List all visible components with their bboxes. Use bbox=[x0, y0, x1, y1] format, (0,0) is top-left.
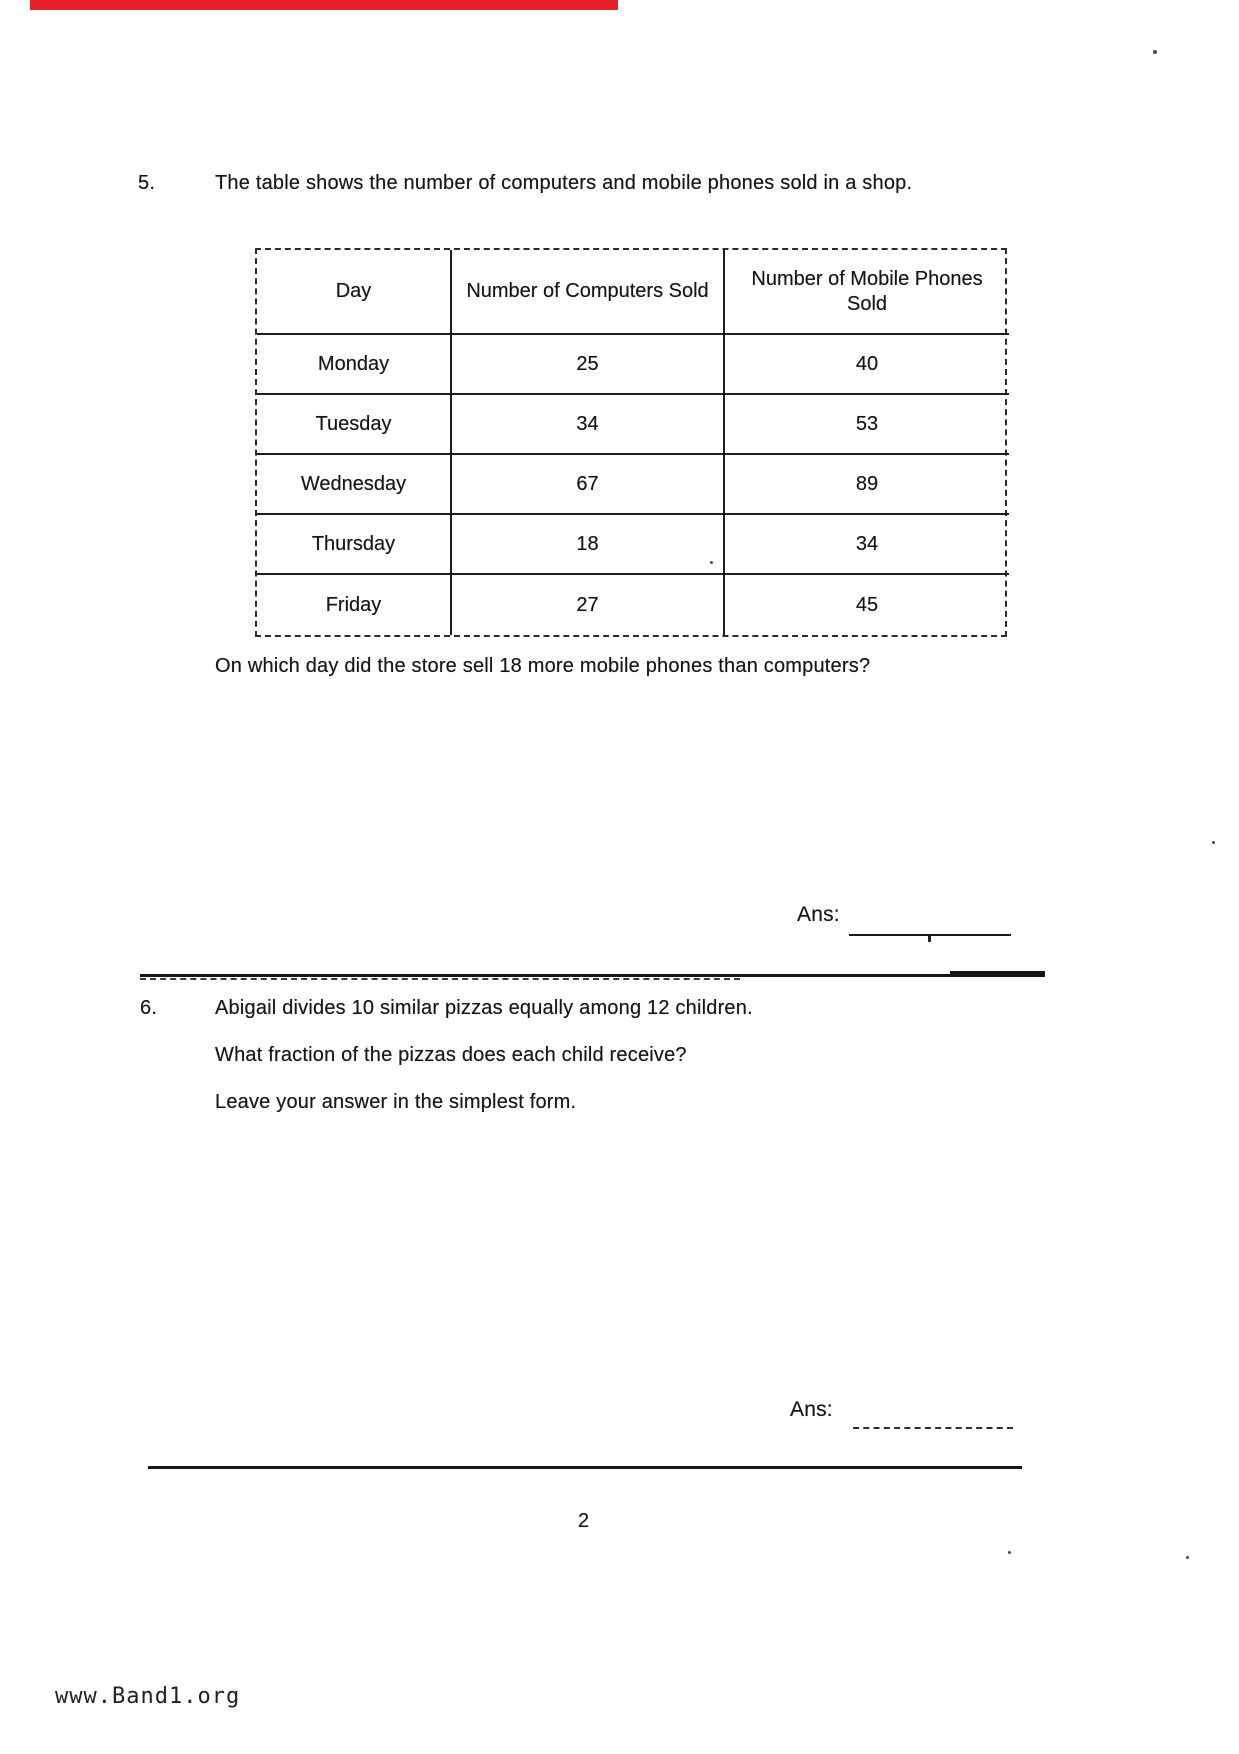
question-5-prompt: On which day did the store sell 18 more mobile phones than computers? bbox=[215, 655, 871, 677]
question-6-line2: What fraction of the pizzas does each child receive? bbox=[215, 1044, 687, 1066]
table-cell-day: Wednesday bbox=[257, 455, 452, 515]
scan-dot bbox=[1153, 50, 1157, 54]
section-divider bbox=[140, 974, 1045, 977]
table-cell-computers: 34 bbox=[452, 395, 725, 455]
table-cell-computers: 18 bbox=[452, 515, 725, 575]
table-header-computers: Number of Computers Sold bbox=[452, 250, 725, 335]
top-red-bar bbox=[30, 0, 618, 10]
table-cell-day: Friday bbox=[257, 575, 452, 635]
question-6-line3: Leave your answer in the simplest form. bbox=[215, 1091, 577, 1113]
watermark-url: www.Band1.org bbox=[55, 1684, 241, 1709]
divider-thick-end bbox=[950, 971, 1045, 976]
table-cell-mobile: 89 bbox=[725, 455, 1009, 515]
question-5-number: 5. bbox=[138, 172, 156, 194]
table-header-mobile-phones: Number of Mobile Phones Sold bbox=[725, 250, 1009, 335]
scan-dot bbox=[1186, 1556, 1189, 1559]
table-cell-computers: 25 bbox=[452, 335, 725, 395]
table-cell-day: Monday bbox=[257, 335, 452, 395]
scan-dot bbox=[1008, 1551, 1011, 1554]
table-cell-mobile: 53 bbox=[725, 395, 1009, 455]
question-6-line1: Abigail divides 10 similar pizzas equally among 12 children. bbox=[215, 997, 753, 1019]
question-5-intro: The table shows the number of computers and mobile phones sold in a shop. bbox=[215, 172, 913, 194]
table-cell-mobile: 40 bbox=[725, 335, 1009, 395]
table-cell-mobile: 34 bbox=[725, 515, 1009, 575]
table-cell-mobile: 45 bbox=[855, 593, 879, 616]
table-cell-day: Tuesday bbox=[257, 395, 452, 455]
scan-tick bbox=[928, 936, 931, 942]
sales-table bbox=[255, 248, 1007, 637]
answer-line-q6 bbox=[853, 1427, 1013, 1429]
table-cell-computers: 67 bbox=[452, 455, 725, 515]
page-number: 2 bbox=[578, 1510, 590, 1532]
table-header-day: Day bbox=[257, 250, 452, 335]
table-cell-day: Thursday bbox=[257, 515, 452, 575]
table-cell-computers: 27 bbox=[452, 575, 725, 635]
answer-label-q5: Ans: bbox=[797, 903, 840, 926]
divider-fragment bbox=[140, 978, 740, 980]
question-6-number: 6. bbox=[140, 997, 158, 1019]
scan-dot bbox=[1212, 841, 1215, 844]
bottom-divider bbox=[148, 1466, 1022, 1469]
answer-label-q6: Ans: bbox=[790, 1398, 833, 1421]
